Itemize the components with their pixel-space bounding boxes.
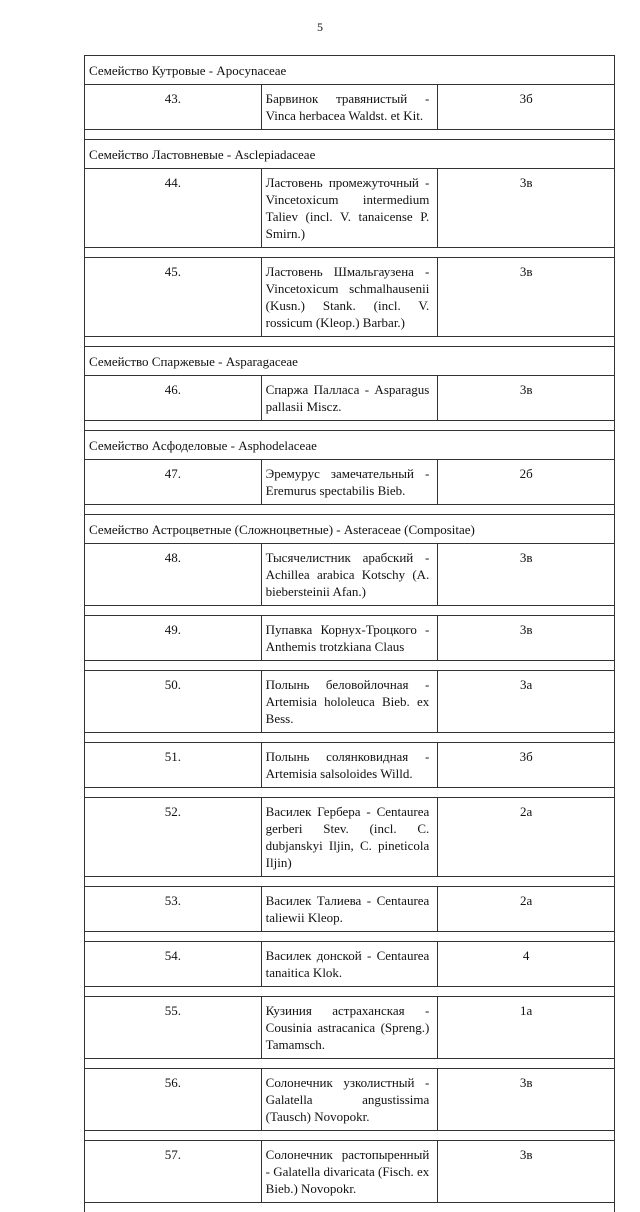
species-number: 47. xyxy=(85,460,262,505)
species-row xyxy=(85,544,615,606)
species-number: 44. xyxy=(85,169,262,248)
species-number: 45. xyxy=(85,258,262,337)
species-number: 50. xyxy=(85,671,262,733)
row-spacer xyxy=(85,1203,615,1212)
rarity-category: 2б xyxy=(438,460,615,505)
species-row xyxy=(85,1141,615,1203)
species-name: Тысячелистник арабский - Achillea arabica Kotschy (A. biebersteinii Afan.) xyxy=(261,544,438,606)
species-number: 57. xyxy=(85,1141,262,1203)
species-number: 46. xyxy=(85,376,262,421)
family-name: Семейство Ластовневые - Asclepiadaceae xyxy=(85,140,615,169)
family-row xyxy=(85,347,615,376)
species-row xyxy=(85,743,615,788)
rarity-category: 3в xyxy=(438,616,615,661)
species-number: 43. xyxy=(85,85,262,130)
row-spacer-cell xyxy=(85,661,615,671)
species-name: Ластовень Шмальгаузена - Vincetoxicum schmalhausenii (Kusn.) Stank. (incl. V. rossicum (Kleop.) Barbar.) xyxy=(261,258,438,337)
row-spacer-cell xyxy=(85,606,615,616)
row-spacer-cell xyxy=(85,1059,615,1069)
species-name: Василек донской - Centaurea tanaitica Klok. xyxy=(261,942,438,987)
species-row xyxy=(85,616,615,661)
row-spacer xyxy=(85,788,615,798)
family-row xyxy=(85,56,615,85)
species-name: Эремурус замечательный - Eremurus spectabilis Bieb. xyxy=(261,460,438,505)
species-name: Кузиния астраханская - Cousinia astracanica (Spreng.) Tamamsch. xyxy=(261,997,438,1059)
species-name: Полынь солянковидная - Artemisia salsoloides Willd. xyxy=(261,743,438,788)
row-spacer xyxy=(85,987,615,997)
species-number: 55. xyxy=(85,997,262,1059)
species-row xyxy=(85,887,615,932)
row-spacer-cell xyxy=(85,733,615,743)
species-name: Солонечник растопыренный - Galatella divaricata (Fisch. ex Bieb.) Novopokr. xyxy=(261,1141,438,1203)
rarity-category: 3б xyxy=(438,85,615,130)
species-row xyxy=(85,85,615,130)
rarity-category: 3в xyxy=(438,1141,615,1203)
row-spacer xyxy=(85,130,615,140)
row-spacer-cell xyxy=(85,788,615,798)
species-row xyxy=(85,258,615,337)
species-number: 54. xyxy=(85,942,262,987)
species-number: 52. xyxy=(85,798,262,877)
family-row xyxy=(85,431,615,460)
species-name: Пупавка Корнух-Троцкого - Anthemis trotzkiana Claus xyxy=(261,616,438,661)
rarity-category: 2а xyxy=(438,798,615,877)
species-name: Спаржа Палласа - Asparagus pallasii Miscz. xyxy=(261,376,438,421)
species-row xyxy=(85,997,615,1059)
row-spacer xyxy=(85,248,615,258)
family-name: Семейство Асфоделовые - Asphodelaceae xyxy=(85,431,615,460)
family-name: Семейство Спаржевые - Asparagaceae xyxy=(85,347,615,376)
rarity-category: 3в xyxy=(438,544,615,606)
rarity-category: 3б xyxy=(438,743,615,788)
row-spacer xyxy=(85,1131,615,1141)
rarity-category: 3в xyxy=(438,169,615,248)
species-name: Василек Гербера - Centaurea gerberi Stev. (incl. C. dubjanskyi Iljin, C. pineticola Iljin) xyxy=(261,798,438,877)
row-spacer-cell xyxy=(85,877,615,887)
rarity-category: 4 xyxy=(438,942,615,987)
row-spacer-cell xyxy=(85,421,615,431)
row-spacer xyxy=(85,661,615,671)
species-name: Солонечник узколистный - Galatella angustissima (Tausch) Novopokr. xyxy=(261,1069,438,1131)
row-spacer xyxy=(85,1059,615,1069)
rarity-category: 2а xyxy=(438,887,615,932)
page-number: 5 xyxy=(0,20,640,35)
species-number: 48. xyxy=(85,544,262,606)
species-table xyxy=(84,55,615,1212)
family-name: Семейство Кутровые - Apocynaceae xyxy=(85,56,615,85)
row-spacer-cell xyxy=(85,987,615,997)
rarity-category: 3в xyxy=(438,1069,615,1131)
species-number: 51. xyxy=(85,743,262,788)
species-row xyxy=(85,671,615,733)
species-number: 56. xyxy=(85,1069,262,1131)
family-row xyxy=(85,140,615,169)
rarity-category: 3в xyxy=(438,258,615,337)
species-name: Барвинок травянистый - Vinca herbacea Waldst. et Kit. xyxy=(261,85,438,130)
species-row xyxy=(85,460,615,505)
row-spacer-cell xyxy=(85,130,615,140)
family-row xyxy=(85,515,615,544)
row-spacer xyxy=(85,932,615,942)
species-row xyxy=(85,169,615,248)
species-row xyxy=(85,798,615,877)
species-table-body xyxy=(85,56,615,1212)
row-spacer xyxy=(85,606,615,616)
row-spacer xyxy=(85,877,615,887)
species-number: 53. xyxy=(85,887,262,932)
row-spacer-cell xyxy=(85,1131,615,1141)
species-row xyxy=(85,376,615,421)
rarity-category: 1а xyxy=(438,997,615,1059)
row-spacer xyxy=(85,421,615,431)
rarity-category: 3в xyxy=(438,376,615,421)
row-spacer xyxy=(85,505,615,515)
row-spacer-cell xyxy=(85,1203,615,1212)
species-name: Ластовень промежуточный - Vincetoxicum intermedium Taliev (incl. V. tanaicense P. Smirn.) xyxy=(261,169,438,248)
rarity-category: 3а xyxy=(438,671,615,733)
row-spacer xyxy=(85,337,615,347)
species-row xyxy=(85,942,615,987)
row-spacer-cell xyxy=(85,248,615,258)
family-name: Семейство Астроцветные (Сложноцветные) - Asteraceae (Compositae) xyxy=(85,515,615,544)
row-spacer-cell xyxy=(85,932,615,942)
species-name: Василек Талиева - Centaurea taliewii Kleop. xyxy=(261,887,438,932)
species-name: Полынь беловойлочная - Artemisia hololeuca Bieb. ex Bess. xyxy=(261,671,438,733)
row-spacer xyxy=(85,733,615,743)
species-row xyxy=(85,1069,615,1131)
row-spacer-cell xyxy=(85,505,615,515)
species-number: 49. xyxy=(85,616,262,661)
row-spacer-cell xyxy=(85,337,615,347)
